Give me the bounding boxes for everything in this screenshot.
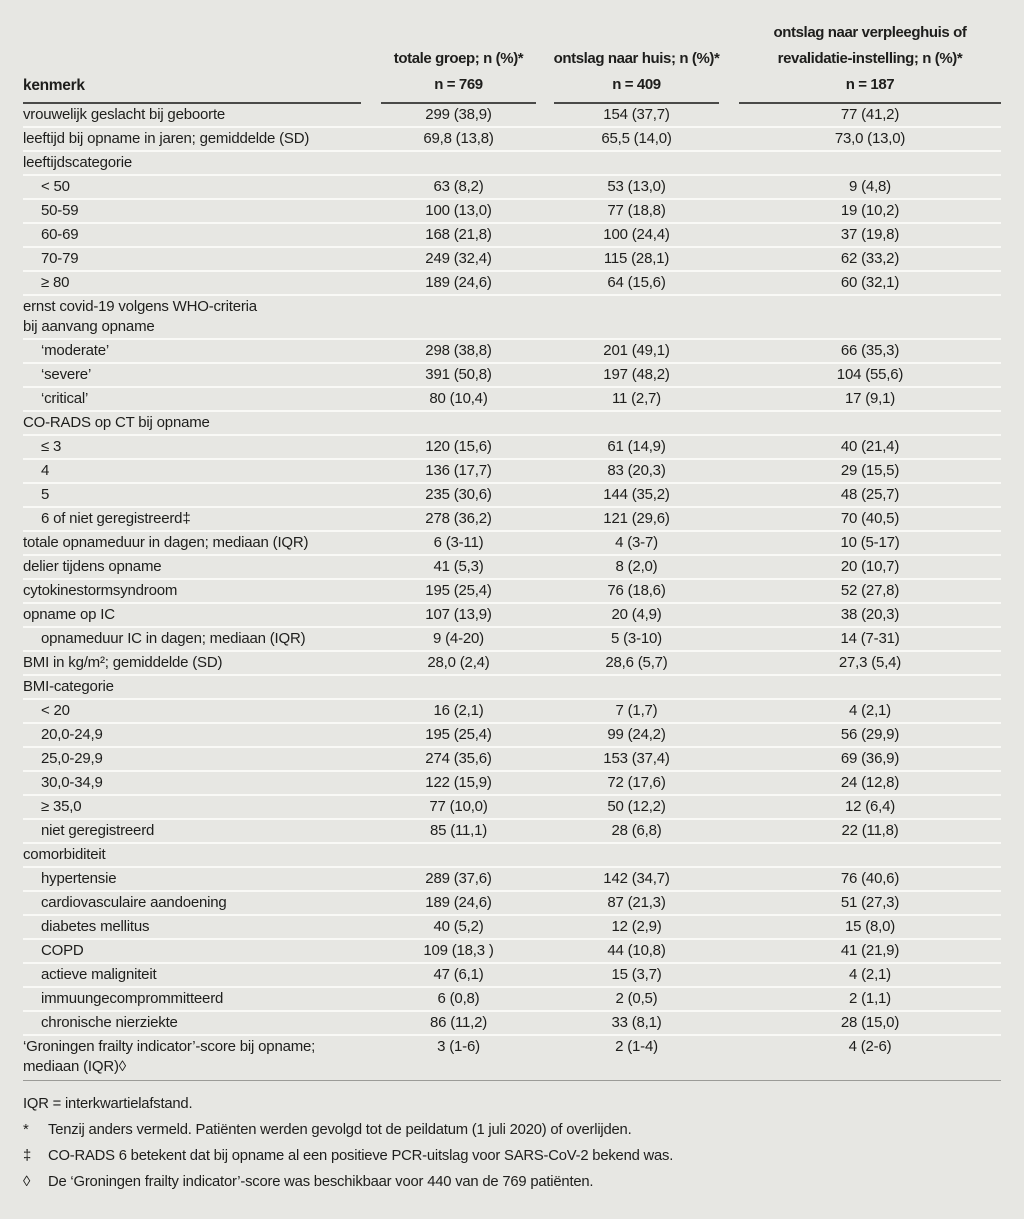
row-value: 44 (10,8) [607,942,666,959]
row-label [23,557,361,577]
row-value: 201 (49,1) [603,342,670,359]
table-row [23,222,1001,246]
row-value: 66 (35,3) [840,342,900,359]
row-value: 195 (25,4) [425,726,492,743]
row-value: 28,0 (2,4) [427,654,490,671]
row-label-line: ‘Groningen frailty indicator’-score bij opname; [23,1038,316,1055]
row-label-line: niet geregistreerd [41,822,155,839]
table-row [23,506,1001,530]
column-n-count: n = 409 [612,76,661,93]
table-row [23,270,1001,294]
row-value: 24 (12,8) [840,774,900,791]
row-label [23,389,361,409]
row-label-line: diabetes mellitus [41,918,150,935]
row-value: 20 (10,7) [840,558,900,575]
row-label [23,605,361,625]
footnote [23,1172,1001,1192]
row-value: 120 (15,6) [425,438,492,455]
row-value: 28 (6,8) [611,822,662,839]
table-row [23,794,1001,818]
row-label-line: 20,0-24,9 [41,726,103,743]
table-row [23,722,1001,746]
row-label-line: 25,0-29,9 [41,750,103,767]
row-label-line: ≥ 80 [41,274,70,291]
row-value: 4 (2,1) [849,966,891,983]
row-value: 115 (28,1) [603,250,670,267]
row-label [23,869,361,889]
row-value: 20 (4,9) [611,606,662,623]
row-value: 41 (5,3) [433,558,484,575]
row-value: 65,5 (14,0) [601,130,672,147]
row-value: 48 (25,7) [840,486,900,503]
row-value: 37 (19,8) [840,226,900,243]
table-row [23,674,1001,698]
row-label [23,677,361,697]
row-label [23,941,361,961]
row-value: 56 (29,9) [840,726,900,743]
row-value: 77 (18,8) [607,202,666,219]
row-label [23,1037,361,1077]
row-label [23,105,361,125]
row-value: 107 (13,9) [425,606,492,623]
row-value: 64 (15,6) [607,274,666,291]
table-row [23,626,1001,650]
row-value: 19 (10,2) [840,202,900,219]
row-value: 11 (2,7) [612,390,661,407]
row-label-line: leeftijd bij opname in jaren; gemiddelde (SD) [23,130,310,147]
row-value: 9 (4,8) [849,178,891,195]
table-row [23,602,1001,626]
row-label [23,485,361,505]
row-value: 28,6 (5,7) [605,654,668,671]
row-label-line: 50-59 [41,202,79,219]
table-row [23,338,1001,362]
footnote-marker: ◊ [23,1174,31,1190]
row-value: 16 (2,1) [433,702,484,719]
footnote-text: IQR = interkwartielafstand. [23,1096,193,1112]
footnote-marker: * [23,1122,29,1138]
table-row [23,698,1001,722]
row-value: 76 (18,6) [607,582,666,599]
row-value: 47 (6,1) [433,966,484,983]
table-row [23,174,1001,198]
row-label [23,845,361,865]
row-value: 274 (35,6) [425,750,492,767]
table-row [23,410,1001,434]
row-value: 76 (40,6) [840,870,900,887]
row-label-line: COPD [41,942,84,959]
row-value: 299 (38,9) [425,106,492,123]
row-label-line: ‘critical’ [41,390,89,407]
row-value: 189 (24,6) [425,894,492,911]
table-row [23,362,1001,386]
row-label [23,629,361,649]
table-header [23,20,1001,104]
patient-characteristics-table [23,20,1001,1192]
row-value: 5 (3-10) [611,630,662,647]
row-label [23,273,361,293]
row-label-line: leeftijdscategorie [23,154,132,171]
table-row [23,866,1001,890]
row-value: 15 (3,7) [611,966,662,983]
row-value: 142 (34,7) [603,870,670,887]
row-value: 29 (15,5) [840,462,900,479]
row-value: 189 (24,6) [425,274,492,291]
table-row [23,1034,1001,1078]
row-label [23,297,361,337]
table-row [23,294,1001,338]
row-label [23,365,361,385]
table-row [23,578,1001,602]
footnote [23,1094,1001,1114]
row-value: 122 (15,9) [425,774,492,791]
table-row [23,842,1001,866]
row-value: 99 (24,2) [607,726,666,743]
row-value: 2 (1-4) [615,1038,658,1055]
row-value: 52 (27,8) [840,582,900,599]
row-value: 27,3 (5,4) [838,654,902,671]
row-label-line: 60-69 [41,226,79,243]
table-row [23,962,1001,986]
row-label-line: BMI in kg/m²; gemiddelde (SD) [23,654,223,671]
row-value: 153 (37,4) [603,750,670,767]
column-header-line: totale groep; n (%)* [393,50,524,67]
row-value: 85 (11,1) [429,822,488,839]
row-label-line: ‘moderate’ [41,342,110,359]
table-row [23,126,1001,150]
row-value: 235 (30,6) [425,486,492,503]
row-value: 53 (13,0) [607,178,666,195]
row-value: 77 (10,0) [429,798,488,815]
table-row [23,386,1001,410]
row-label-line: ernst covid-19 volgens WHO-criteria [23,298,257,315]
row-label [23,653,361,673]
row-label [23,989,361,1009]
row-label [23,413,361,433]
row-value: 8 (2,0) [615,558,658,575]
row-value: 4 (2-6) [848,1038,892,1055]
row-label-line: BMI-categorie [23,678,114,695]
row-label-line: 4 [41,462,50,479]
table-row [23,650,1001,674]
row-value: 15 (8,0) [844,918,896,935]
table-row [23,1010,1001,1034]
row-label [23,341,361,361]
row-value: 6 (3-11) [433,534,484,551]
table-row [23,246,1001,270]
row-label-line: comorbiditeit [23,846,106,863]
table-row [23,530,1001,554]
row-value: 144 (35,2) [603,486,670,503]
row-value: 33 (8,1) [611,1014,662,1031]
row-label-line: 6 of niet geregistreerd‡ [41,510,191,527]
row-label [23,917,361,937]
table-row [23,150,1001,174]
row-label [23,533,361,553]
table-body [23,104,1001,1078]
row-label-line: immuungecomprommitteerd [41,990,224,1007]
row-value: 289 (37,6) [425,870,492,887]
footnote-text: Tenzij anders vermeld. Patiënten werden gevolgd tot de peildatum (1 juli 2020) of overlijden. [48,1122,632,1138]
row-label-line: opname op IC [23,606,115,623]
row-value: 72 (17,6) [607,774,666,791]
row-label-line: cytokinestormsyndroom [23,582,178,599]
row-value: 391 (50,8) [425,366,492,383]
row-label [23,749,361,769]
row-label [23,437,361,457]
row-value: 4 (2,1) [849,702,891,719]
row-value: 63 (8,2) [433,178,484,195]
row-value: 197 (48,2) [603,366,670,383]
row-label [23,129,361,149]
row-label [23,821,361,841]
footnote [23,1146,1001,1166]
row-value: 40 (21,4) [840,438,900,455]
column-header-line: revalidatie-instelling; n (%)* [777,50,963,67]
row-label-line: 30,0-34,9 [41,774,103,791]
column-header [381,46,536,104]
row-label [23,725,361,745]
row-value: 38 (20,3) [840,606,900,623]
column-header [739,20,1001,104]
row-label [23,153,361,173]
row-label-line: 5 [41,486,50,503]
footnotes-section [23,1080,1001,1192]
column-header-line: ontslag naar verpleeghuis of [773,24,967,41]
row-value: 73,0 (13,0) [834,130,906,147]
row-value: 7 (1,7) [615,702,658,719]
row-value: 168 (21,8) [425,226,492,243]
column-header-kenmerk: kenmerk [23,77,361,104]
table-row [23,434,1001,458]
table-row [23,890,1001,914]
row-value: 87 (21,3) [607,894,666,911]
row-label-line: ‘severe’ [41,366,92,383]
row-value: 195 (25,4) [425,582,492,599]
footnote-text: De ‘Groningen frailty indicator’-score was beschikbaar voor 440 van de 769 patiënten. [48,1174,594,1190]
row-value: 249 (32,4) [425,250,492,267]
row-label-line: 70-79 [41,250,79,267]
table-row [23,482,1001,506]
row-value: 50 (12,2) [607,798,666,815]
row-value: 51 (27,3) [840,894,900,911]
row-label [23,461,361,481]
row-label [23,225,361,245]
row-label [23,177,361,197]
row-label-line: ≥ 35,0 [41,798,82,815]
row-value: 154 (37,7) [603,106,670,123]
row-value: 70 (40,5) [840,510,900,527]
table-row [23,914,1001,938]
table-row [23,986,1001,1010]
table-row [23,458,1001,482]
row-label [23,701,361,721]
row-value: 100 (13,0) [425,202,492,219]
row-label-line: totale opnameduur in dagen; mediaan (IQR) [23,534,309,551]
row-value: 278 (36,2) [425,510,492,527]
row-label-line: mediaan (IQR)◊ [23,1058,126,1075]
row-value: 61 (14,9) [607,438,666,455]
row-value: 298 (38,8) [425,342,492,359]
row-label [23,893,361,913]
row-label [23,1013,361,1033]
row-value: 9 (4-20) [433,630,484,647]
row-value: 69 (36,9) [840,750,900,767]
row-label-line: delier tijdens opname [23,558,162,575]
row-value: 100 (24,4) [603,226,670,243]
row-label [23,249,361,269]
row-label-line: CO-RADS op CT bij opname [23,414,210,431]
row-value: 22 (11,8) [841,822,899,839]
row-label-line: cardiovasculaire aandoening [41,894,227,911]
table-row [23,198,1001,222]
row-label-line: ≤ 3 [41,438,62,455]
column-n-count: n = 769 [434,76,483,93]
row-value: 109 (18,3 ) [423,942,494,959]
row-value: 2 (0,5) [615,990,658,1007]
column-n-count: n = 187 [845,76,895,93]
row-label-line: < 20 [41,702,70,719]
table-row [23,746,1001,770]
footnote [23,1120,1001,1140]
row-value: 104 (55,6) [836,366,904,383]
column-header-line: ontslag naar huis; n (%)* [553,50,720,67]
row-value: 77 (41,2) [840,106,900,123]
row-label-line: vrouwelijk geslacht bij geboorte [23,106,226,123]
row-value: 136 (17,7) [425,462,492,479]
table-row [23,818,1001,842]
row-value: 2 (1,1) [849,990,891,1007]
row-value: 14 (7-31) [840,630,900,647]
row-label [23,509,361,529]
row-label-line: hypertensie [41,870,117,887]
column-header [554,46,719,104]
row-value: 60 (32,1) [840,274,900,291]
row-value: 40 (5,2) [433,918,484,935]
row-label-line: < 50 [41,178,70,195]
footnote-text: CO-RADS 6 betekent dat bij opname al een positieve PCR-uitslag voor SARS-CoV-2 bekend was. [48,1148,674,1164]
row-value: 62 (33,2) [840,250,900,267]
table-row [23,938,1001,962]
row-value: 12 (2,9) [611,918,662,935]
table-row [23,770,1001,794]
row-value: 28 (15,0) [840,1014,900,1031]
row-value: 41 (21,9) [840,942,900,959]
row-value: 121 (29,6) [603,510,670,527]
row-value: 80 (10,4) [429,390,488,407]
row-value: 4 (3-7) [615,534,658,551]
row-label-line: chronische nierziekte [41,1014,178,1031]
row-label [23,965,361,985]
row-value: 10 (5-17) [840,534,900,551]
row-value: 69,8 (13,8) [423,130,494,147]
row-label-line: bij aanvang opname [23,318,155,335]
row-value: 3 (1-6) [437,1038,480,1055]
table-row [23,104,1001,126]
row-label [23,797,361,817]
row-value: 17 (9,1) [844,390,896,407]
row-value: 86 (11,2) [429,1014,488,1031]
row-label [23,201,361,221]
table-row [23,554,1001,578]
row-value: 83 (20,3) [607,462,666,479]
row-value: 12 (6,4) [844,798,896,815]
row-label [23,581,361,601]
row-label [23,773,361,793]
row-value: 6 (0,8) [437,990,480,1007]
row-label-line: actieve maligniteit [41,966,157,983]
row-label-line: opnameduur IC in dagen; mediaan (IQR) [41,630,306,647]
footnote-marker: ‡ [23,1148,32,1164]
